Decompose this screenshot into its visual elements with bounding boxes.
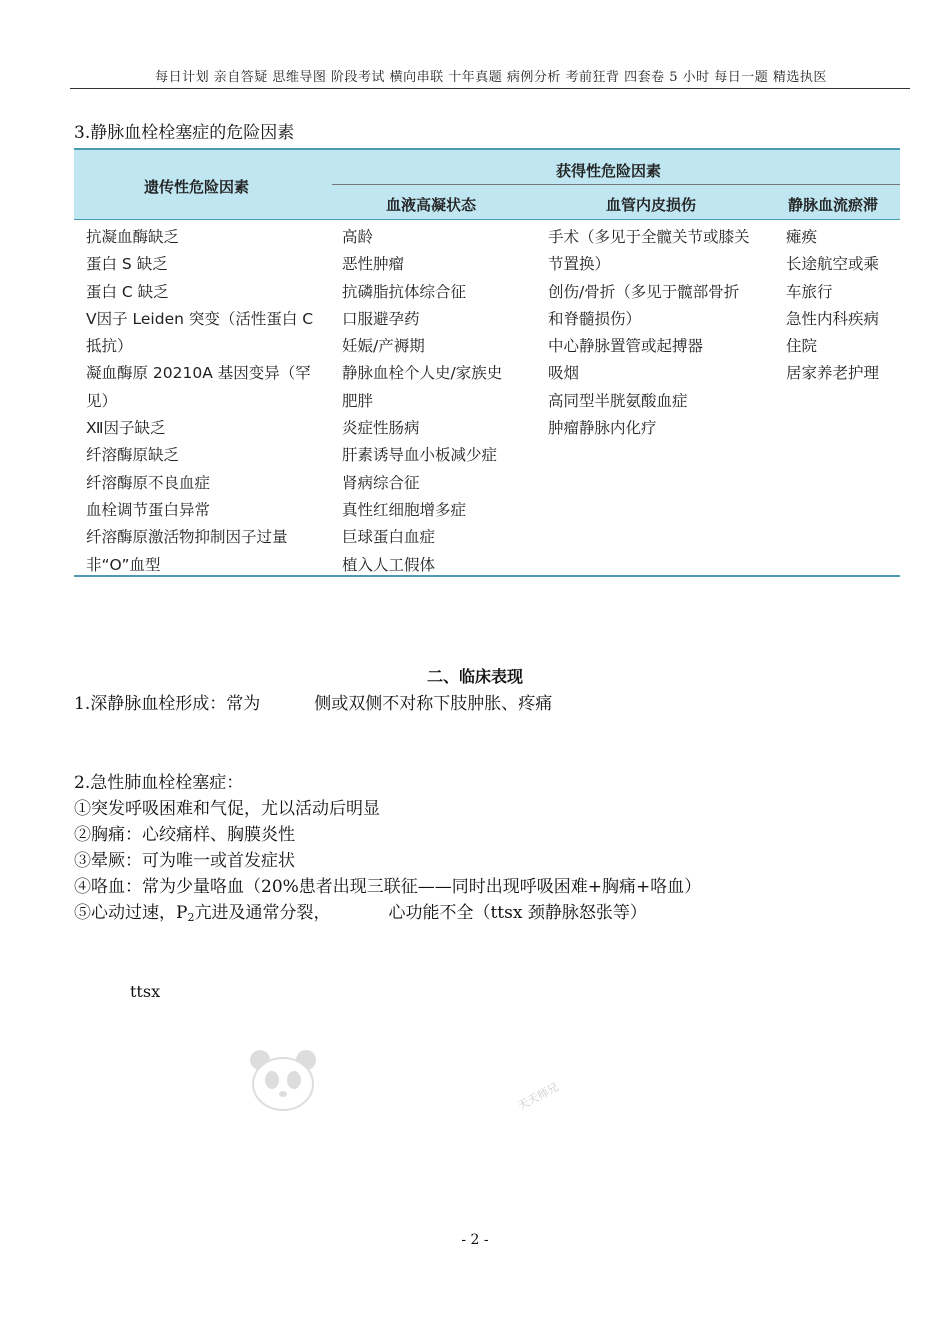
table-bottom-rule	[74, 575, 900, 577]
endothelial-cell: 肿瘤静脉内化疗	[548, 419, 657, 438]
dvt-text-b: 侧或双侧不对称下肢肿胀、疼痛	[314, 694, 553, 714]
panda-watermark-icon	[246, 1048, 320, 1114]
hereditary-column	[86, 224, 326, 579]
hypercoag-cell: 静脉血栓个人史/家族史	[342, 364, 503, 383]
hypercoag-cell: 妊娠/产褥期	[342, 337, 425, 356]
table-head-rule	[74, 219, 900, 220]
hereditary-cell: 抵抗）	[86, 337, 133, 356]
header-acquired: 获得性危险因素	[556, 162, 662, 180]
pe-item-5	[74, 898, 647, 924]
header-rule	[70, 88, 910, 89]
endothelial-cell: 中心静脉置管或起搏器	[548, 337, 704, 356]
hereditary-cell: 蛋白 C 缺乏	[86, 282, 169, 301]
stasis-cell: 车旅行	[786, 282, 833, 301]
hereditary-cell: 见）	[86, 391, 118, 410]
hypercoag-cell: 巨球蛋白血症	[342, 528, 436, 547]
pe-item-4: ④咯血：常为少量咯血（20%患者出现三联征——同时出现呼吸困难+胸痛+咯血）	[74, 877, 702, 897]
header-stasis: 静脉血流瘀滞	[788, 196, 879, 214]
endothelial-cell: 节置换）	[548, 255, 611, 274]
hypercoag-cell: 植入人工假体	[342, 555, 436, 574]
ttsx-note: ttsx	[130, 982, 161, 1001]
acquired-rule	[332, 184, 900, 185]
hypercoag-cell: 肝素诱导血小板减少症	[342, 446, 498, 465]
hypercoag-cell: 高龄	[342, 228, 374, 246]
endothelial-column	[548, 224, 778, 442]
hypercoag-cell: 口服避孕药	[342, 309, 420, 328]
table-top-rule	[74, 148, 900, 150]
hereditary-cell: Ⅴ因子 Leiden 突变（活性蛋白 C	[86, 309, 314, 328]
hypercoag-cell: 肾病综合征	[342, 473, 420, 492]
hereditary-cell: 血栓调节蛋白异常	[86, 500, 211, 519]
pe-item-1: ①突发呼吸困难和气促，尤以活动后明显	[74, 799, 380, 819]
hypercoag-cell: 炎症性肠病	[342, 419, 420, 438]
header-hereditary: 遗传性危险因素	[144, 178, 250, 196]
pe-item-5-c: 心功能不全（ttsx 颈静脉怒张等）	[388, 903, 647, 923]
dvt-line	[74, 689, 552, 714]
pe-item-5-a: ⑤心动过速，P	[74, 903, 188, 923]
hypercoag-cell: 真性红细胞增多症	[342, 500, 467, 519]
endothelial-cell: 和脊髓损伤）	[548, 309, 642, 328]
header-endothelial: 血管内皮损伤	[606, 196, 697, 214]
stasis-cell: 居家养老护理	[786, 364, 880, 383]
header-hypercoag: 血液高凝状态	[386, 196, 477, 214]
endothelial-cell: 吸烟	[548, 364, 580, 383]
page-header: 每日计划 亲自答疑 思维导图 阶段考试 横向串联 十年真题 病例分析 考前狂背 四套卷 5 小时 每日一题 精选执医	[155, 70, 827, 85]
pe-item-5-b: 亢进及通常分裂，	[194, 903, 331, 923]
pe-item-2: ②胸痛：心绞痛样、胸膜炎性	[74, 825, 295, 845]
hereditary-cell: 非“O”血型	[86, 555, 161, 574]
hereditary-cell: 凝血酶原 20210A 基因变异（罕	[86, 364, 311, 383]
stasis-cell: 长途航空或乘	[786, 255, 880, 274]
stasis-cell: 急性内科疾病	[786, 309, 880, 328]
hereditary-cell: 蛋白 S 缺乏	[86, 255, 168, 274]
endothelial-cell: 高同型半胱氨酸血症	[548, 391, 688, 410]
stasis-cell: 住院	[786, 337, 818, 356]
dvt-text-a: 1.深静脉血栓形成：常为	[74, 694, 261, 714]
section-title: 3.静脉血栓栓塞症的危险因素	[74, 123, 295, 143]
p2-subscript: 2	[187, 911, 195, 924]
hypercoag-cell: 抗磷脂抗体综合征	[342, 282, 467, 301]
hereditary-cell: 纤溶酶原缺乏	[86, 446, 180, 465]
watermark-text: 天天师兄	[515, 1080, 561, 1113]
pe-title: 2.急性肺血栓栓塞症：	[74, 773, 244, 793]
hypercoag-cell: 恶性肿瘤	[342, 255, 405, 274]
stasis-cell: 瘫痪	[786, 228, 818, 246]
endothelial-cell: 创伤/骨折（多见于髋部骨折	[548, 282, 740, 301]
stasis-column	[786, 224, 896, 388]
page-number: - 2 -	[461, 1232, 489, 1248]
hypercoag-cell: 肥胖	[342, 391, 374, 410]
hereditary-cell: 纤溶酶原激活物抑制因子过量	[86, 528, 288, 547]
hereditary-cell: 抗凝血酶缺乏	[86, 228, 180, 246]
clinical-heading: 二、临床表现	[426, 667, 523, 686]
pe-item-3: ③晕厥：可为唯一或首发症状	[74, 851, 295, 871]
risk-factor-table	[74, 148, 900, 578]
hereditary-cell: 纤溶酶原不良血症	[86, 473, 211, 492]
hereditary-cell: Ⅻ因子缺乏	[86, 419, 166, 438]
endothelial-cell: 手术（多见于全髋关节或膝关	[548, 228, 750, 246]
hypercoag-column	[342, 224, 537, 579]
